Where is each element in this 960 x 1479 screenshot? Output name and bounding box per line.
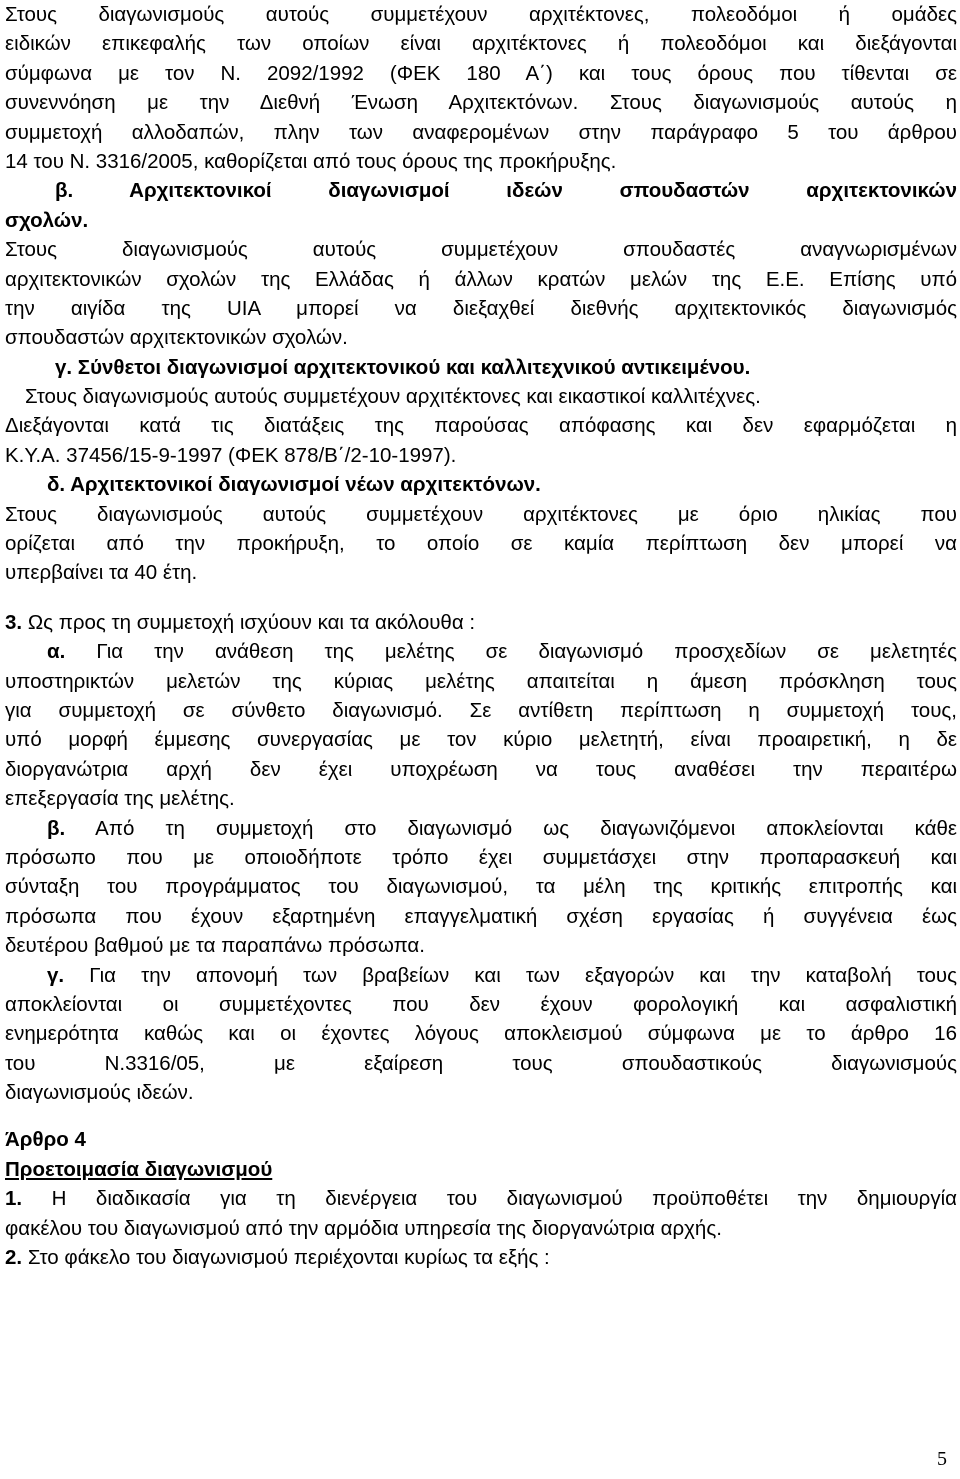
section-number: 3. — [5, 610, 23, 634]
text-line: Στους διαγωνισμούς αυτούς συμμετέχουν αρχιτέκτονες και εικαστικοί καλλιτέχνες. — [25, 385, 761, 409]
paragraph-b-line: σύνταξη του προγράμματος του διαγωνισμού, τα μέλη της κριτικής επιτροπής και — [5, 875, 957, 899]
text-line: Κ.Υ.Α. 37456/15-9-1997 (ΦΕΚ 878/Β΄/2-10-1997). — [5, 443, 457, 467]
paragraph-c-line: γ. Για την απονομή των βραβείων και των εξαγορών και την καταβολή τους — [47, 963, 957, 987]
subsection-heading-d: δ. Αρχιτεκτονικοί διαγωνισμοί νέων αρχιτεκτόνων. — [47, 473, 541, 497]
paragraph-a-line: για συμμετοχή σε σύνθετο διαγωνισμό. Σε αντίθετη περίπτωση η συμμετοχή τους, — [5, 698, 957, 722]
text-line: Στους διαγωνισμούς αυτούς συμμετέχουν αρχιτέκτονες, πολεοδόμοι ή ομάδες — [5, 3, 957, 26]
document-body — [5, 0, 957, 1272]
text-line: αρχιτεκτονικών σχολών της Ελλάδας ή άλλων κρατών μελών της Ε.Ε. Επίσης υπό — [5, 267, 957, 291]
paragraph-b-line: πρόσωπο που με οποιοδήποτε τρόπο έχει συμμετάσχει στην προπαρασκευή και — [5, 845, 957, 869]
document-page — [5, 0, 957, 1272]
spacer — [5, 1107, 957, 1125]
paragraph-c-line: του Ν.3316/05, με εξαίρεση τους σπουδαστικούς διαγωνισμούς — [5, 1051, 957, 1075]
article-title: Άρθρο 4 — [5, 1128, 86, 1152]
text-line: Στους διαγωνισμούς αυτούς συμμετέχουν αρχιτέκτονες με όριο ηλικίας που — [5, 502, 957, 526]
text-line: υπερβαίνει τα 40 έτη. — [5, 561, 198, 585]
text-line: ειδικών επικεφαλής των οποίων είναι αρχιτέκτονες ή πολεοδόμοι και διεξάγονται — [5, 32, 957, 56]
article-paragraph-2: 2. Στο φάκελο του διαγωνισμού περιέχονται κυρίως τα εξής : — [5, 1246, 550, 1270]
article-paragraph-1-cont: φακέλου του διαγωνισμού από την αρμόδια υπηρεσία της διοργανώτρια αρχής. — [5, 1216, 722, 1240]
article-subtitle: Προετοιμασία διαγωνισμού — [5, 1157, 273, 1181]
paragraph-a-line: υποστηρικτών μελετών της κύριας μελέτης απαιτείται η άμεση πρόσκληση τους — [5, 669, 957, 693]
text-line: συμμετοχή αλλοδαπών, πλην των αναφερομένων στην παράγραφο 5 του άρθρου — [5, 120, 957, 144]
text-line: ορίζεται από την προκήρυξη, το οποίο σε καμία περίπτωση δεν μπορεί να — [5, 532, 957, 556]
paragraph-number: 1. — [5, 1187, 23, 1211]
paragraph-a-line: επεξεργασία της μελέτης. — [5, 787, 235, 811]
item-label: β. — [47, 816, 66, 840]
text-line: 14 του Ν. 3316/2005, καθορίζεται από τους όρους της προκήρυξης. — [5, 149, 617, 173]
text-line: σύμφωνα με τον Ν. 2092/1992 (ΦΕΚ 180 Α΄) και τους όρους που τίθενται σε — [5, 61, 957, 85]
paragraph-b-line: πρόσωπα που έχουν εξαρτημένη επαγγελματική σχέση εργασίας ή συγγένεια έως — [5, 904, 957, 928]
subsection-heading-b-cont: σχολών. — [5, 208, 89, 232]
paragraph-a-line: υπό μορφή έμμεσης συνεργασίας με τον κύριο μελετητή, είναι προαιρετική, η δε — [5, 728, 957, 752]
text-line: Στους διαγωνισμούς αυτούς συμμετέχουν σπουδαστές αναγνωρισμένων — [5, 238, 957, 262]
text-line: συνεννόηση με την Διεθνή Ένωση Αρχιτεκτόνων. Στους διαγωνισμούς αυτούς η — [5, 91, 957, 115]
paragraph-c-line: ενημερότητα καθώς και οι έχοντες λόγους αποκλεισμού σύμφωνα με το άρθρο 16 — [5, 1022, 957, 1046]
paragraph-b-line: β. Από τη συμμετοχή στο διαγωνισμό ως διαγωνιζόμενοι αποκλείονται κάθε — [47, 816, 957, 840]
paragraph-c-line: διαγωνισμούς ιδεών. — [5, 1081, 194, 1105]
section-heading-text: Ως προς τη συμμετοχή ισχύουν και τα ακόλουθα : — [27, 610, 476, 634]
article-paragraph-1: 1. Η διαδικασία για τη διενέργεια του διαγωνισμού προϋποθέτει την δημιουργία — [5, 1187, 957, 1211]
paragraph-number: 2. — [5, 1246, 23, 1270]
item-label: α. — [47, 640, 66, 664]
paragraph-a-line: α. Για την ανάθεση της μελέτης σε διαγωνισμό προσχεδίων σε μελετητές — [47, 640, 957, 664]
subsection-heading-c: γ. Σύνθετοι διαγωνισμοί αρχιτεκτονικού και καλλιτεχνικού αντικειμένου. — [55, 355, 751, 379]
text-line: την αιγίδα της UIA μπορεί να διεξαχθεί διεθνής αρχιτεκτονικός διαγωνισμός — [5, 296, 957, 320]
section-3-heading — [5, 608, 957, 637]
item-label: γ. — [47, 963, 65, 987]
subsection-heading-b: β. Αρχιτεκτονικοί διαγωνισμοί ιδεών σπουδαστών αρχιτεκτονικών — [55, 179, 957, 203]
paragraph-a-line: διοργανώτρια αρχή δεν έχει υποχρέωση να τους αναθέσει την περαιτέρω — [5, 757, 957, 781]
spacer — [5, 588, 957, 608]
text-line: Διεξάγονται κατά τις διατάξεις της παρούσας απόφασης και δεν εφαρμόζεται η — [5, 414, 957, 438]
text-line: σπουδαστών αρχιτεκτονικών σχολών. — [5, 326, 348, 350]
paragraph-c-line: αποκλείονται οι συμμετέχοντες που δεν έχουν φορολογική και ασφαλιστική — [5, 992, 957, 1016]
page-number: 5 — [937, 1448, 947, 1470]
paragraph-b-line: δευτέρου βαθμού με τα παραπάνω πρόσωπα. — [5, 934, 425, 958]
